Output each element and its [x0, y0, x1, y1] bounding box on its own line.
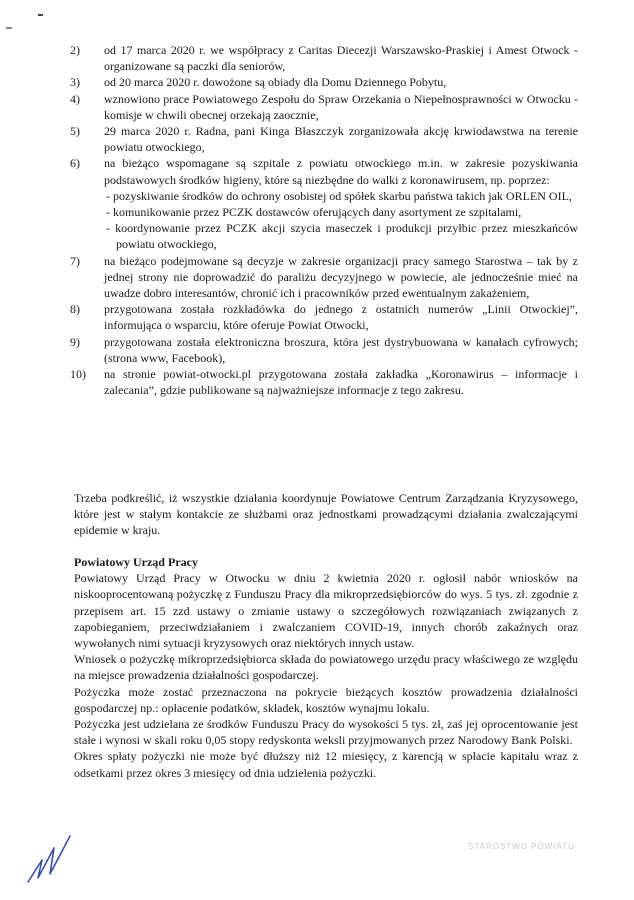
- list-item-number: 9): [70, 334, 80, 349]
- list-item-number: 3): [70, 75, 80, 90]
- scan-mark: [6, 27, 12, 29]
- list-item-text: przygotowana została elektroniczna broszura, która jest dystrybuowana w kanałach cyfrowych; (strona www, Facebook),: [104, 334, 578, 365]
- sub-list-item: - komunikowanie przez PCZK dostawców oferujących dany asortyment ze szpitalami,: [106, 205, 522, 220]
- list-item-body: [104, 334, 578, 366]
- list-item-body: [104, 366, 578, 398]
- section-paragraph: Okres spłaty pożyczki nie może być dłuższy niż 12 miesięcy, z karencją w spłacie kapitału wraz z odsetkami przez okres 3 miesięcy od dnia udzielenia pożyczki.: [74, 749, 578, 780]
- section-paragraph: Pożyczka jest udzielana ze środków Funduszu Pracy do wysokości 5 tys. zł, zaś jej oprocentowanie jest stałe i wynosi w skali roku 0,05 stopy redyskonta weksli przyjmowanych przez Narodowy Bank Polski.: [74, 717, 578, 748]
- list-item-number: 2): [70, 43, 80, 57]
- list-item-text: na stronie powiat-otwocki.pl przygotowana została zakładka „Koronawirus – informacje i zalecania”, gdzie publikowane są najważniejsze informacje z tego zakresu.: [104, 367, 578, 398]
- scan-mark: [38, 14, 43, 16]
- list-item-number: 6): [70, 156, 80, 171]
- list-item-text: na bieżąco wspomagane są szpitale z powiatu otwockiego m.in. w zakresie pozyskiwania podstawowych środków higieny, które są niezbędne do walki z koronawirusem, np. poprzez:: [104, 156, 578, 187]
- list-item: [70, 366, 578, 398]
- faint-stamp: STAROSTWO POWIATU: [468, 842, 575, 851]
- section-pup: [74, 554, 578, 781]
- list-item-number: 7): [70, 253, 80, 268]
- list-item: [70, 42, 578, 74]
- sub-list-item: - koordynowanie przez PCZK akcji szycia maseczek i produkcji przyłbic przez mieszkańców powiatu otwockiego,: [106, 221, 578, 252]
- sub-list-item: - pozyskiwanie środków do ochrony osobistej od spółek skarbu państwa takich jak ORLEN OIL,: [106, 188, 572, 203]
- section-heading: Powiatowy Urząd Pracy: [74, 555, 198, 569]
- list-item-body: [104, 253, 578, 302]
- list-item-body: [104, 42, 578, 74]
- list-item-text: przygotowana została rozkładówka do jednego z ostatnich numerów „Linii Otwockiej”, informująca o wsparciu, które oferuje Powiat Otwocki,: [104, 302, 578, 333]
- list-item: [70, 253, 578, 302]
- list-item-body: [104, 123, 578, 155]
- section-paragraph: Pożyczka może zostać przeznaczona na pokrycie bieżących kosztów prowadzenia działalności gospodarczej np.: opłacenie podatków, składek, kosztów wynajmu lokalu.: [74, 684, 578, 715]
- list-item: [70, 155, 578, 252]
- section-paragraph: Wniosek o pożyczkę mikroprzedsiębiorca składa do powiatowego urzędu pracy właściwego ze względu na miejsce prowadzenia działalności gospodarczej.: [74, 652, 578, 683]
- handwritten-signature: [20, 830, 80, 885]
- list-item-text: od 20 marca 2020 r. dowożone są obiady dla Domu Dziennego Pobytu,: [104, 75, 447, 90]
- list-item-number: 4): [70, 91, 80, 106]
- list-item: [70, 74, 578, 90]
- numbered-list: [70, 42, 578, 398]
- list-item: [70, 91, 578, 123]
- list-item-text: 29 marca 2020 r. Radna, pani Kinga Błaszczyk zorganizowała akcję krwiodawstwa na terenie powiatu otwockiego,: [104, 124, 578, 155]
- list-item-text: na bieżąco podejmowane są decyzje w zakresie organizacji pracy samego Starostwa – tak by z jednej strony nie doprowadzić do paraliżu decyzyjnego w powiecie, ale jednocześnie mieć na uwadze dobro interesantów, chronić ich i pracowników przed ewentualnym zakażeniem,: [104, 253, 578, 301]
- list-item-number: 10): [70, 367, 86, 382]
- list-item-body: [104, 91, 578, 123]
- list-item-text: od 17 marca 2020 r. we współpracy z Caritas Diecezji Warszawsko-Praskiej i Amest Otwock - organizowane są paczki dla seniorów,: [104, 43, 578, 74]
- list-item-text: wznowiono prace Powiatowego Zespołu do Spraw Orzekania o Niepełnosprawności w Otwocku - komisje w chwili obecnej orzekają zaocznie,: [104, 91, 578, 122]
- list-item: [70, 334, 578, 366]
- list-item-number: 8): [70, 302, 80, 317]
- list-item-number: 5): [70, 124, 80, 139]
- section-paragraph: Powiatowy Urząd Pracy w Otwocku w dniu 2 kwietnia 2020 r. ogłosił nabór wniosków na niskooprocentowaną pożyczkę z Funduszu Pracy dla mikroprzedsiębiorców do wys. 5 tys. zł. zgodnie z przepisem art. 15 zzd ustawy o zmianie ustawy o szczegółowych rozwiązaniach związanych z zapobieganiem, przeciwdziałaniem i zwalczaniem COVID-19, innych chorób zakaźnych oraz wywołanych nimi sytuacji kryzysowych oraz niektórych innych ustaw.: [74, 571, 578, 651]
- list-item: [70, 123, 578, 155]
- list-item-body: [104, 155, 578, 252]
- summary-paragraph: Trzeba podkreślić, iż wszystkie działania koordynuje Powiatowe Centrum Zarządzania Kryzysowego, które jest w stałym kontakcie ze służbami oraz jednostkami prowadzącymi działania zwalczającymi epidemie w kraju.: [74, 491, 578, 538]
- list-item-body: [104, 74, 578, 90]
- sub-list: [104, 188, 578, 253]
- list-item: [70, 301, 578, 333]
- list-item-body: [104, 301, 578, 333]
